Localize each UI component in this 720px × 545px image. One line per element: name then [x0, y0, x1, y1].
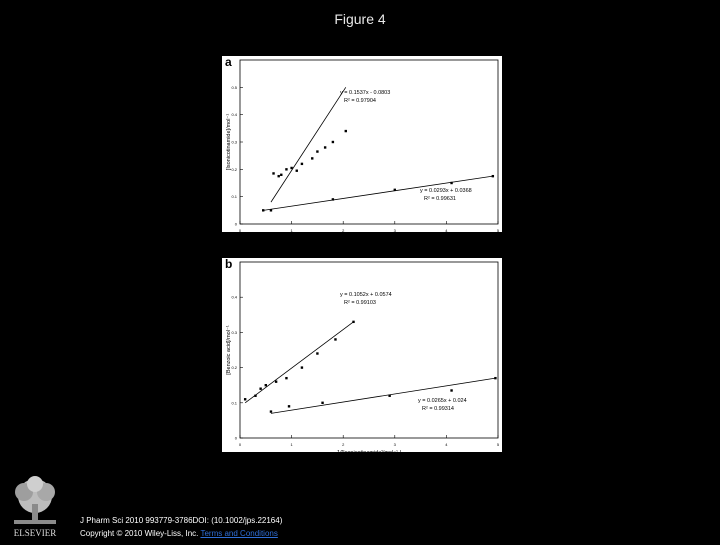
charta-series1-equation: y = 0.1537x - 0.0803	[340, 90, 391, 96]
chartb-y-tick-label: 0.4	[231, 294, 237, 300]
copyright-text: Copyright © 2010 Wiley-Liss, Inc.	[80, 529, 201, 538]
publisher-name: ELSEVIER	[13, 528, 57, 538]
chartb-series2-point	[388, 395, 390, 397]
charta-y-tick-label: 0.4	[231, 112, 237, 118]
charta-series2-point	[332, 198, 334, 200]
charta-series2-point	[262, 209, 264, 211]
chartb-y-tick-label: 0.2	[231, 365, 237, 371]
chartb-series1-point	[275, 380, 277, 382]
charta-series2-point	[492, 175, 494, 177]
chartb-x-tick-label: 2	[342, 442, 345, 447]
citation-text: J Pharm Sci 2010 993779-3786DOI: (10.1002/jps.22164)	[80, 516, 283, 525]
chartb-y-tick-label: 0	[234, 435, 237, 441]
charta-series2-point	[450, 182, 452, 184]
charta-series1-point	[324, 146, 326, 148]
charta-plot-frame	[240, 60, 498, 224]
chartb-y-tick-label: 0.1	[231, 400, 237, 406]
charta-panel-label: a	[225, 55, 232, 69]
charta-x-axis-label: 1/[Benzoic acid]/mol⁻¹·l	[340, 236, 398, 242]
chartb-series1-point	[301, 366, 303, 368]
charta-y-tick-label: 0.2	[231, 166, 237, 172]
chartb-series1-point	[334, 338, 336, 340]
charta-series1-point	[345, 130, 347, 132]
tree-icon	[6, 474, 64, 540]
charta-series1-point	[278, 175, 280, 177]
chartb-panel-label: b	[225, 257, 233, 271]
chartb-series1-point	[244, 398, 246, 400]
chartb-series1-r-squared: R² = 0.99103	[344, 300, 376, 306]
charta-series1-r-squared: R² = 0.97904	[344, 98, 376, 104]
chartb-series1-point	[285, 377, 287, 379]
chartb-series2-fit-line	[271, 378, 495, 413]
slide-title: Figure 4	[334, 11, 386, 27]
chartb-x-tick-label: 3	[393, 442, 396, 447]
chartb-series1-fit-line	[245, 322, 353, 403]
charta-series1-fit-line	[271, 87, 346, 202]
charta-series1-point	[296, 170, 298, 172]
charta-series1-point	[311, 157, 313, 159]
chartb-series2-r-squared: R² = 0.99314	[422, 406, 454, 412]
chart-b	[222, 257, 502, 456]
chartb-x-tick-label: 0	[238, 442, 242, 447]
charta-series1-point	[290, 167, 292, 169]
charta-x-tick-label: 5	[496, 228, 500, 233]
charta-y-tick-label: 0.5	[231, 84, 237, 90]
terms-link[interactable]: Terms and Conditions	[200, 529, 278, 538]
panel-b	[222, 257, 502, 456]
chartb-plot-frame	[240, 262, 498, 438]
charta-y-tick-label: 0	[234, 221, 237, 227]
chartb-series2-point	[450, 389, 452, 391]
chartb-series1-point	[352, 321, 354, 323]
charta-x-tick-label: 2	[342, 228, 345, 233]
charta-series2-r-squared: R² = 0.99631	[424, 196, 456, 202]
elsevier-logo	[6, 474, 64, 540]
charta-series1-point	[280, 174, 282, 176]
charta-y-tick-label: 0.1	[231, 194, 237, 200]
chart-a	[222, 55, 502, 242]
chartb-x-axis-label: 1/[Isonicotinamide]/mol⁻¹·l	[336, 450, 402, 456]
chartb-y-tick-label: 0.3	[231, 329, 237, 335]
chartb-x-tick-label: 5	[496, 442, 500, 447]
figure-image	[222, 55, 502, 456]
chartb-series2-point	[270, 410, 272, 412]
charta-x-tick-label: 3	[393, 228, 396, 233]
chartb-series2-equation: y = 0.0265x + 0.024	[418, 398, 467, 404]
chartb-series2-point	[288, 405, 290, 407]
charta-series1-point	[316, 150, 318, 152]
chartb-x-tick-label: 1	[290, 442, 293, 447]
charta-series1-point	[301, 163, 303, 165]
charta-series1-point	[332, 141, 334, 143]
charta-y-axis-label: [Isonicotinamide]/mol⁻¹	[226, 113, 232, 171]
charta-series2-point	[394, 189, 396, 191]
charta-series2-point	[270, 209, 272, 211]
charta-y-tick-label: 0.3	[231, 139, 237, 145]
charta-series1-point	[272, 172, 274, 174]
chartb-x-tick-label: 4	[445, 442, 448, 447]
panel-a	[222, 55, 502, 242]
chartb-series2-point	[494, 377, 496, 379]
charta-x-tick-label: 1	[290, 228, 293, 233]
copyright-row	[80, 527, 282, 540]
chartb-series1-point	[254, 395, 256, 397]
chartb-series1-point	[265, 384, 267, 386]
charta-series1-point	[285, 168, 287, 170]
chartb-series1-point	[259, 388, 261, 390]
charta-x-tick-label: 4	[445, 228, 448, 233]
footer	[80, 514, 282, 540]
chartb-series1-equation: y = 0.1052x + 0.0574	[340, 292, 392, 298]
charta-x-tick-label: 0	[238, 228, 242, 233]
chartb-series2-point	[321, 402, 323, 404]
chartb-y-axis-label: [Benzoic acid]/mol⁻¹	[226, 325, 232, 375]
chartb-series1-point	[316, 352, 318, 354]
charta-series2-equation: y = 0.0293x + 0.0368	[420, 188, 472, 194]
